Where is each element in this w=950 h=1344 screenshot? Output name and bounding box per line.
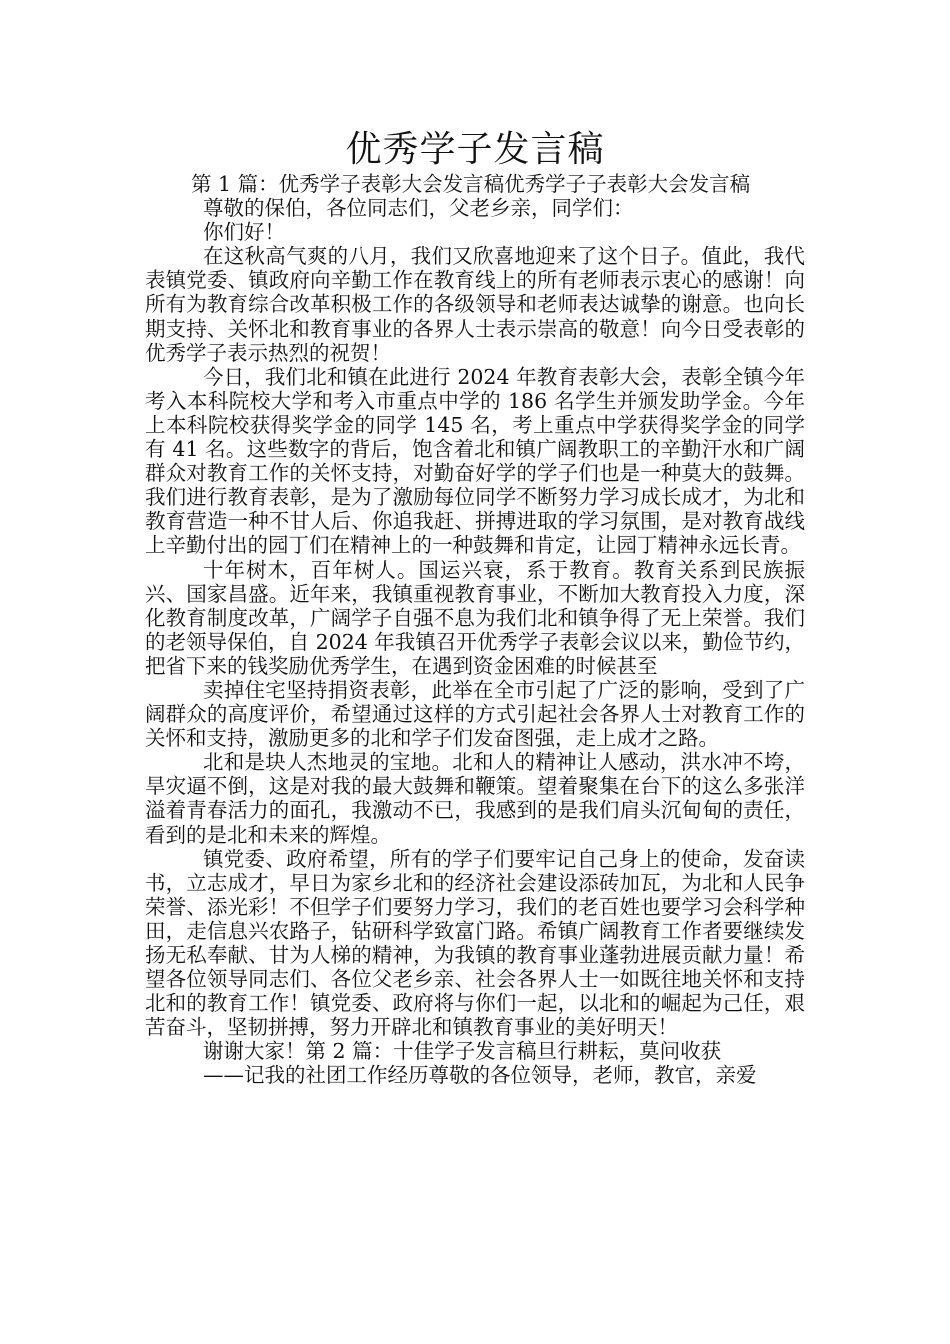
paragraph-donation: 卖掉住宅坚持捐资表彰，此举在全市引起了广泛的影响，受到了广阔群众的高度评价，希望通过这样的方式引起社会各界人士对教育工作的关怀和支持，激励更多的北和学子们发奋图强，走上成才之路。 (145, 677, 805, 751)
paragraph-thanks: 在这秋高气爽的八月，我们又欣喜地迎来了这个日子。值此，我代表镇党委、镇政府向辛勤工作在教育线上的所有老师表示衷心的感谢！向所有为教育综合改革积极工作的各级领导和老师表达诚挚的谢意。也向长期支持、关怀北和教育事业的各界人士表示崇高的敬意！向今日受表彰的优秀学子表示热烈的祝贺！ (145, 244, 805, 365)
paragraph-beihe: 北和是块人杰地灵的宝地。北和人的精神让人感动，洪水冲不垮，旱灾逼不倒，这是对我的最大鼓舞和鞭策。望着聚集在台下的这么多张洋溢着青春活力的面孔，我激动不已，我感到的是我们肩头沉甸甸的责任，看到的是北和未来的辉煌。 (145, 750, 805, 847)
paragraph-closing: 谢谢大家！第 2 篇：十佳学子发言稿旦行耕耘，莫问收获 (203, 1039, 722, 1064)
paragraph-greeting: 你们好！ (203, 220, 285, 245)
paragraph-education: 十年树木，百年树人。国运兴衰，系于教育。教育关系到民族振兴、国家昌盛。近年来，我镇重视教育事业，不断加大教育投入力度，深化教育制度改革，广阔学子自强不息为我们北和镇争得了无上荣誉。我们的老领导保伯，自 2024 年我镇召开优秀学子表彰会议以来，勤俭节约，把省下来的钱奖励优秀学生，在遇到资金困难的时候甚至 (145, 557, 805, 678)
paragraph-next-article: ——记我的社团工作经历尊敬的各位领导，老师，教官，亲爱 (203, 1063, 757, 1088)
salutation: 尊敬的保伯，各位同志们，父老乡亲，同学们： (203, 196, 634, 221)
paragraph-hopes: 镇党委、政府希望，所有的学子们要牢记自己身上的使命，发奋读书，立志成才，早日为家乡北和的经济社会建设添砖加瓦，为北和人民争荣誉、添光彩！不但学子们要努力学习，我们的老百姓也要学习会科学种田，走信息兴农路子，钻研科学致富门路。希镇广阔教育工作者要继续发扬无私奉献、甘为人梯的精神，为我镇的教育事业蓬勃进展贡献力量！希望各位领导同志们、各位父老乡亲、社会各界人士一如既往地关怀和支持北和的教育工作！镇党委、政府将与你们一起，以北和的崛起为己任，艰苦奋斗，坚韧拼搏，努力开辟北和镇教育事业的美好明天！ (145, 846, 805, 1040)
paragraph-ceremony: 今日，我们北和镇在此进行 2024 年教育表彰大会，表彰全镇今年考入本科院校大学和考入市重点中学的 186 名学生并颁发助学金。今年上本科院校获得奖学金的同学 145 名，考上重点中学获得奖学金的同学有 41 名。这些数字的背后，饱含着北和镇广阔教职工的辛勤汗水和广阔群众对教育工作的关怀支持，对勤奋好学的学子们也是一种莫大的鼓舞。我们进行教育表彰，是为了激励每位同学不断努力学习成长成才，为北和教育营造一种不甘人后、你追我赶、拼搏进取的学习氛围，是对教育战线上辛勤付出的园丁们在精神上的一种鼓舞和肯定，让园丁精神永远长青。 (145, 364, 805, 558)
document-body (145, 172, 805, 1088)
document-title: 优秀学子发言稿 (345, 129, 605, 170)
article-subtitle: 第 1 篇：优秀学子表彰大会发言稿优秀学子子表彰大会发言稿 (191, 172, 751, 196)
